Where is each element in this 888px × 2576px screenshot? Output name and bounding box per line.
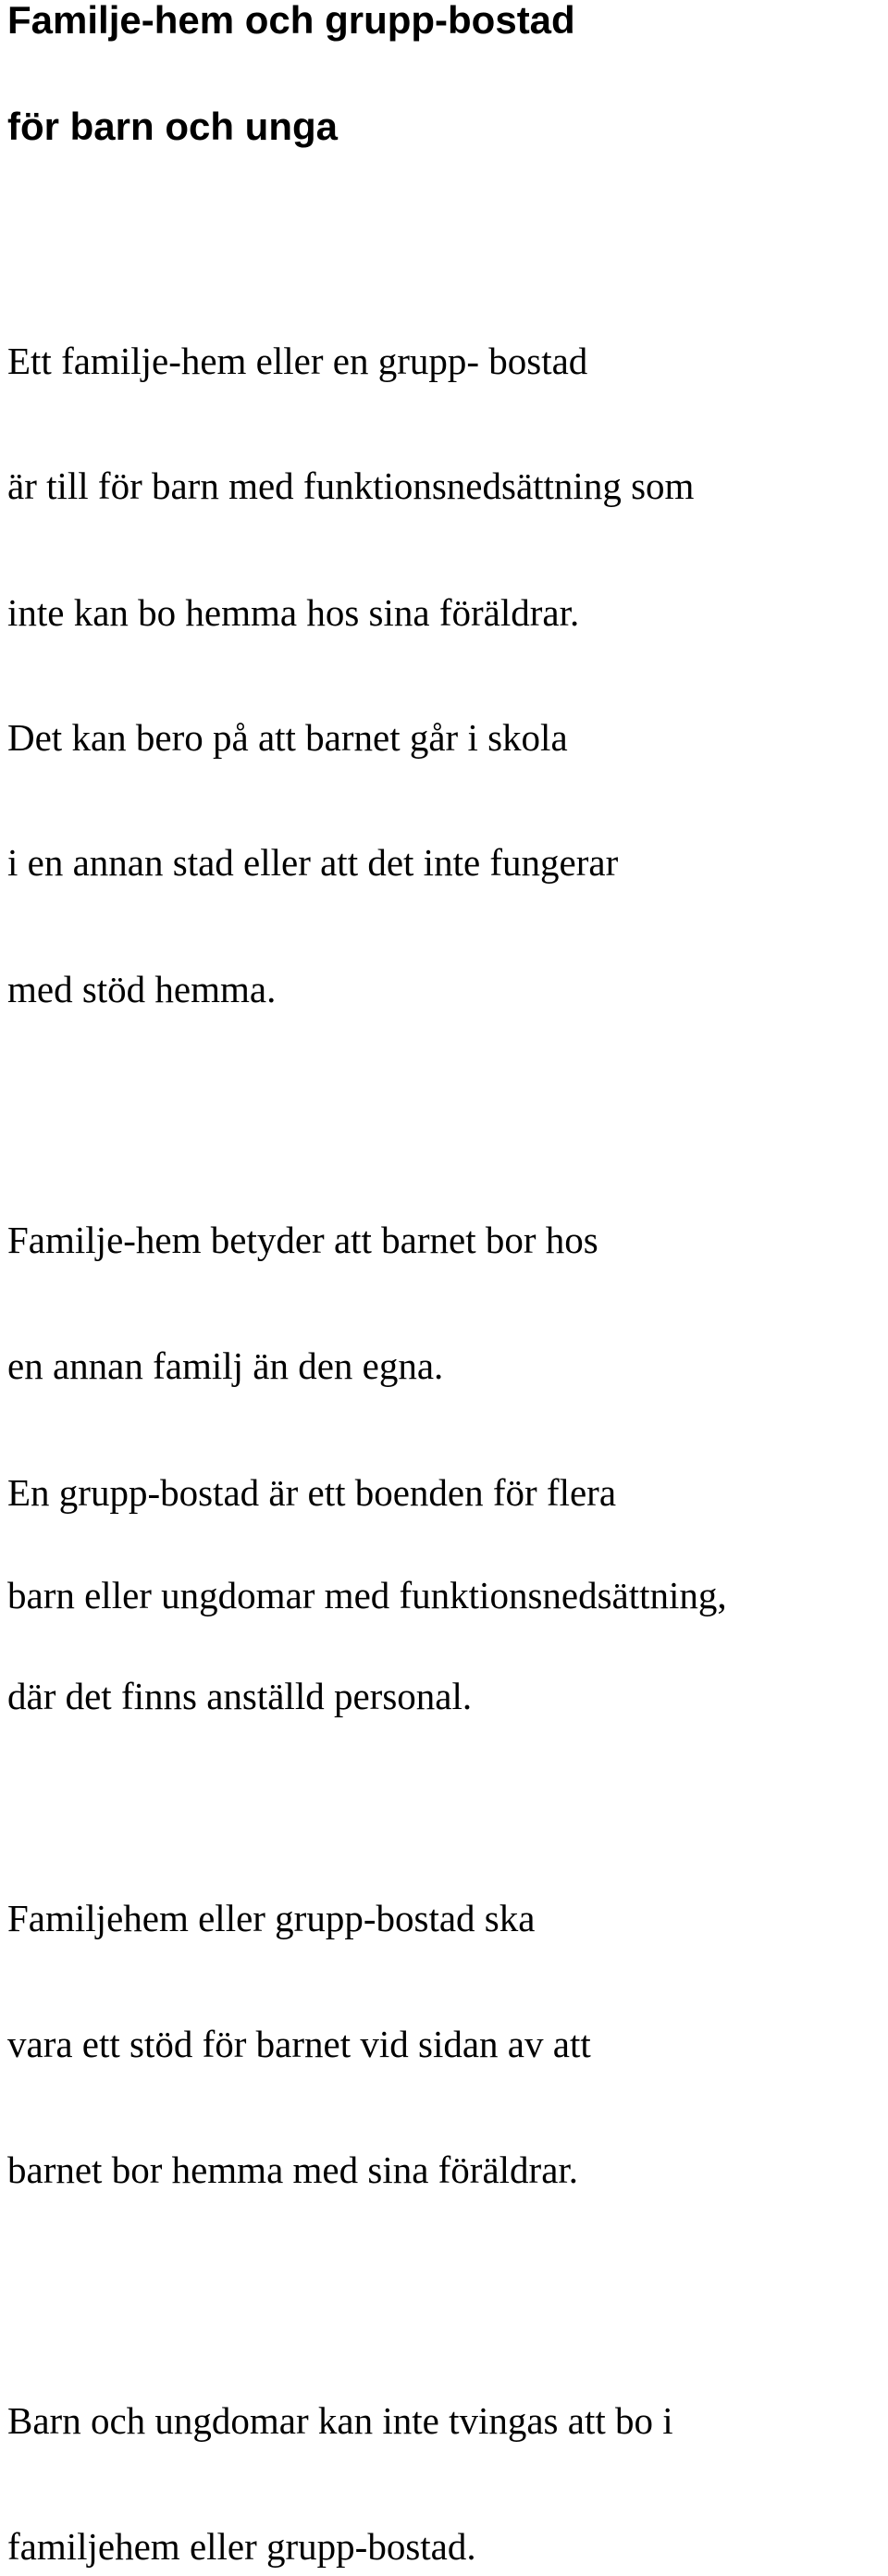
paragraph-1-line-2: är till för barn med funktionsnedsättning som [7, 464, 695, 507]
document-title-line-2: för barn och unga [7, 105, 338, 148]
paragraph-3-line-1: En grupp-bostad är ett boenden för flera [7, 1471, 617, 1514]
paragraph-4-line-3: barnet bor hemma med sina föräldrar. [7, 2149, 579, 2191]
paragraph-1-line-6: med stöd hemma. [7, 968, 277, 1010]
paragraph-2-line-2: en annan familj än den egna. [7, 1344, 444, 1387]
paragraph-5-line-1: Barn och ungdomar kan inte tvingas att bo i [7, 2399, 673, 2442]
paragraph-1-line-3: inte kan bo hemma hos sina föräldrar. [7, 591, 580, 634]
paragraph-4-line-1: Familjehem eller grupp-bostad ska [7, 1897, 536, 1939]
paragraph-3-line-2: barn eller ungdomar med funktionsnedsättning, [7, 1574, 727, 1616]
document-title-line-1: Familje-hem och grupp-bostad [7, 0, 575, 42]
paragraph-1-line-5: i en annan stad eller att det inte fungerar [7, 841, 619, 884]
paragraph-3-line-3: där det finns anställd personal. [7, 1675, 473, 1717]
paragraph-1-line-4: Det kan bero på att barnet går i skola [7, 716, 568, 759]
paragraph-5-line-2: familjehem eller grupp-bostad. [7, 2525, 476, 2568]
paragraph-4-line-2: vara ett stöd för barnet vid sidan av att [7, 2023, 591, 2065]
paragraph-1-line-1: Ett familje-hem eller en grupp- bostad [7, 340, 588, 382]
paragraph-2-line-1: Familje-hem betyder att barnet bor hos [7, 1219, 598, 1261]
